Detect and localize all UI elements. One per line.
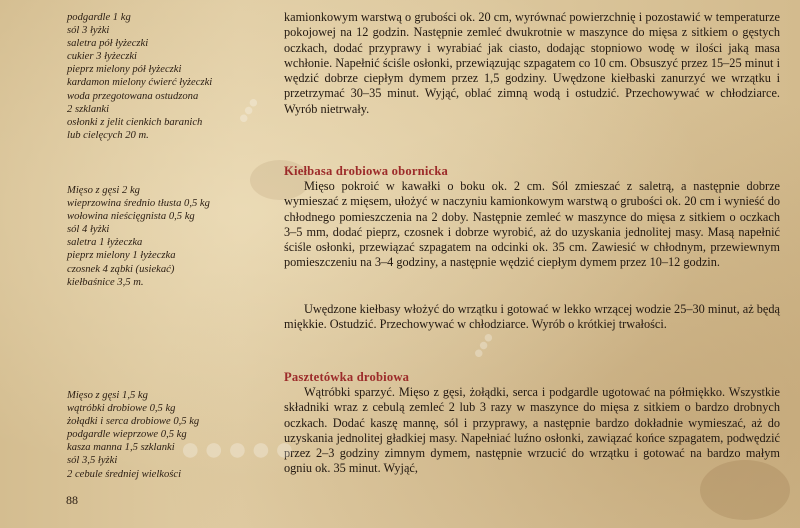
ingredients-column (0, 0, 270, 528)
ingredient-item: kiełbaśnice 3,5 m. (67, 276, 144, 288)
ingredient-list-3 (67, 389, 199, 481)
ingredient-item: wątróbki drobiowe 0,5 kg (67, 403, 176, 415)
ingredient-item: wołowina nieścięgnista 0,5 kg (67, 211, 195, 223)
page-number: 88 (66, 493, 78, 507)
ingredient-item: sól 3 łyżki (67, 25, 110, 37)
ingredient-item: osłonki z jelit cienkich baranich (67, 116, 203, 128)
watermark: ••• (228, 90, 269, 130)
recipe-paragraph-continued: kamionkowym warstwą o grubości ok. 20 cm, wyrównać powierzchnię i pozostawić w temperaturze pokojowej na 12 godzin. Następnie zemleć dwukrotnie w maszynce do mięsa z sitkiem o gęstych oczkach, dodać przyprawy i wyrabiać jak ciasto, dodając stopniowo wodę w ilości jaką masa wchłonie. Napełnić ściśle osłonki, przewiązując szpagatem co 10 cm. Obsuszyć przez 15–25 minut i wędzić dobrze ciepłym dymem przez 1,5 godziny. Uwędzone kiełbaski zanurzyć we wrzątku i przetrzymać 30–35 minut. Wyjąć, oblać zimną wodą i ostudzić. Przechowywać w chłodziarce. Wyrób nietrwały. (284, 10, 780, 116)
ingredient-item: żołądki i serca drobiowe 0,5 kg (67, 416, 200, 428)
ingredient-item: cukier 3 łyżeczki (67, 51, 138, 63)
ingredient-list-1 (67, 11, 212, 142)
ingredient-item: woda przegotowana ostudzona (67, 90, 199, 102)
ingredient-item: podgardle 1 kg (67, 12, 131, 23)
ingredient-item: lub cielęcych 20 m. (67, 129, 149, 141)
ingredient-item: saletra 1 łyżeczka (67, 237, 143, 249)
ingredient-item: saletra pół łyżeczki (67, 38, 149, 50)
ingredient-item: pieprz mielony pół łyżeczki (67, 64, 182, 76)
ingredient-item: czosnek 4 ząbki (usiekać) (67, 263, 175, 275)
ingredient-item: 2 szklanki (67, 103, 110, 115)
recipe-paragraph-kielbasa-1: Mięso pokroić w kawałki o boku ok. 2 cm. Sól zmieszać z saletrą, a następnie dobrze wymieszać z mięsem, ułożyć w naczyniu kamionkowym warstwą o grubości ok. 20 cm i wynieść do chłodnego pomieszczenia na 2 doby. Następnie zemleć w maszynce do mięsa z sitkiem o oczkach 3–5 mm, dodać pieprz, czosnek i dobrze wyrobić, aż do uzyskania jednolitej masy. Masą napełnić ściśle osłonki, przewiązać szpagatem na odcinki ok. 35 cm. Zawiesić w chłodnym, przewiewnym pomieszczeniu na 3–4 godziny, a następnie wędzić ciepłym dymem przez 10–12 godzin. (284, 179, 780, 270)
watermark: ••• (463, 325, 504, 365)
ingredient-item: podgardle wieprzowe 0,5 kg (67, 429, 187, 441)
recipe-paragraph-pasztetowka: Wątróbki sparzyć. Mięso z gęsi, żołądki, serca i podgardle ugotować na półmiękko. Wszystkie składniki wraz z cebulą zemleć 2 lub 3 razy w maszynce do mięsa z sitkiem o bardzo drobnych oczkach. Dodać kaszę mannę, sól i przyprawy, a następnie bardzo dokładnie wymieszać, aż do uzyskania jednolitej gładkiej masy. Napełniać luźno osłonki, zawiązać końce szpagatem, podwędzić przez 2–3 godziny zimnym dymem, następnie wrzucić do wrzątku i gotować na bardzo małym ogniu ok. 35 minut. Wyjąć, (284, 385, 780, 476)
ingredient-item: Mięso z gęsi 1,5 kg (67, 390, 148, 401)
ingredient-item: kasza manna 1,5 szklanki (67, 442, 175, 454)
recipe-heading-kielbasa: Kiełbasa drobiowa obornicka (284, 164, 449, 178)
ingredient-item: Mięso z gęsi 2 kg (67, 185, 140, 196)
watermark: ●●●●● (180, 430, 298, 468)
ingredient-item: wieprzowina średnio tłusta 0,5 kg (67, 198, 210, 210)
ingredient-item: kardamon mielony ćwierć łyżeczki (67, 77, 213, 89)
ingredient-item: 2 cebule średniej wielkości (67, 468, 182, 480)
recipe-heading-pasztetowka: Pasztetówka drobiowa (284, 370, 410, 384)
recipe-paragraph-kielbasa-2: Uwędzone kiełbasy włożyć do wrzątku i gotować w lekko wrzącej wodzie 25–30 minut, aż będą miękkie. Ostudzić. Przechowywać w chłodziarce. Wyrób o krótkiej trwałości. (284, 302, 780, 332)
ingredient-item: sól 4 łyżki (67, 224, 110, 236)
ingredient-list-2 (67, 184, 210, 289)
ingredient-item: pieprz mielony 1 łyżeczka (67, 250, 176, 262)
ingredient-item: sól 3,5 łyżki (67, 455, 118, 467)
